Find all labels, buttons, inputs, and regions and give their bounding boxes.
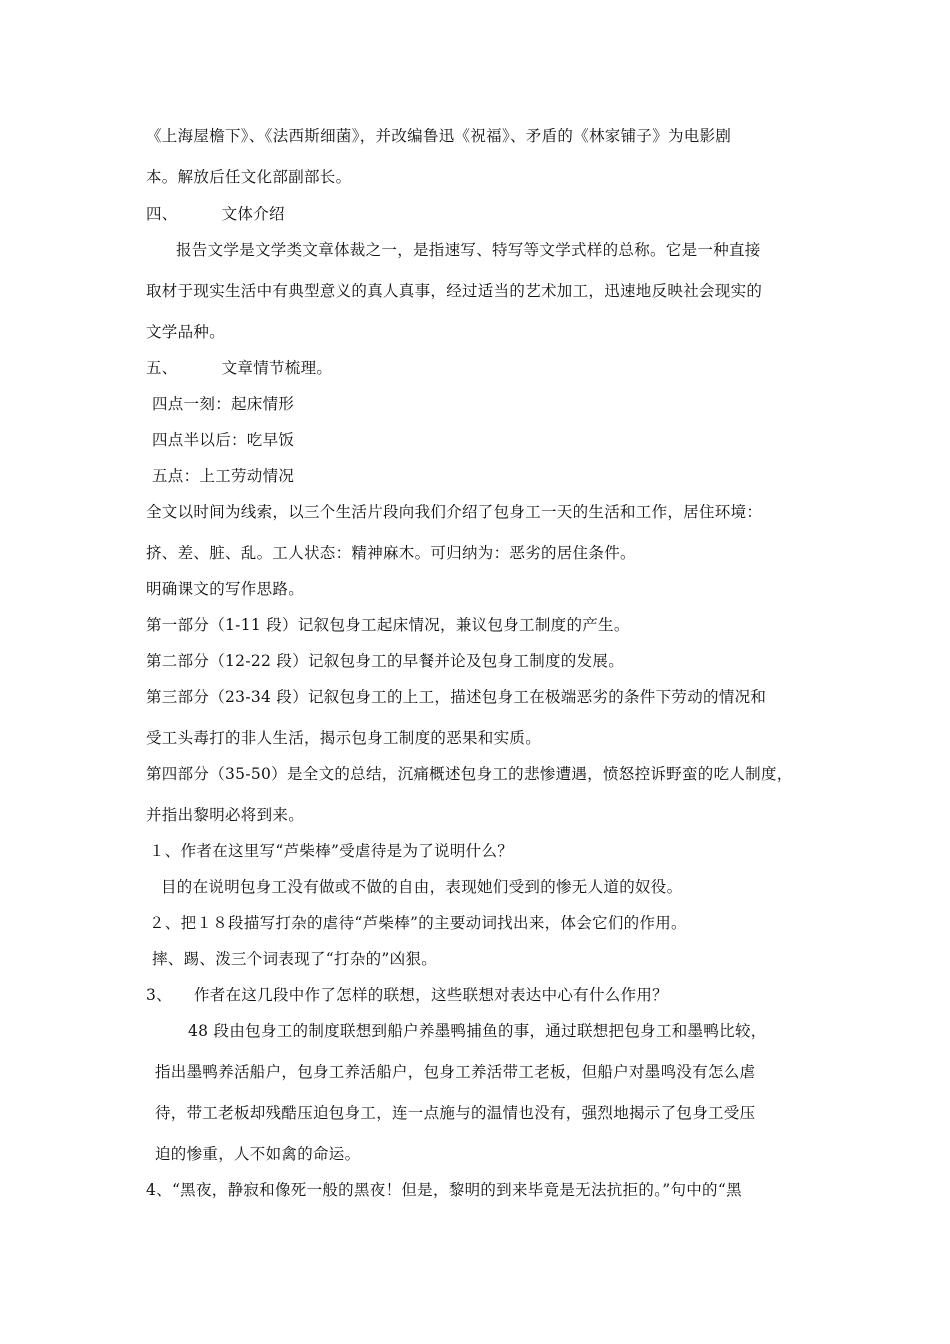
text-line: 四点半以后：吃早饭 (152, 431, 295, 449)
text-line: 明确课文的写作思路。 (146, 580, 305, 598)
answer-line: 48 段由包身工的制度联想到船户养墨鸭捕鱼的事，通过联想把包身工和墨鸭比较， (188, 1022, 767, 1040)
text-line: 第二部分（12-22 段）记叙包身工的早餐并论及包身工制度的发展。 (146, 652, 625, 670)
text-line: 文学品种。 (146, 323, 226, 341)
section-heading (146, 358, 332, 378)
text-line: 《上海屋檐下》、《法西斯细菌》，并改编鲁迅《祝福》、矛盾的《林家铺子》为电影剧 (146, 127, 732, 145)
section-heading (146, 204, 285, 224)
text-line: 四点一刻：起床情形 (152, 395, 295, 413)
text-line: 受工头毒打的非人生活，揭示包身工制度的恶果和实质。 (146, 729, 542, 747)
section-number: 四、 (146, 205, 178, 223)
text-line: 并指出黎明必将到来。 (146, 806, 305, 824)
answer-line: 迫的惨重，人不如禽的命运。 (155, 1145, 361, 1163)
text-line: 第一部分（1-11 段）记叙包身工起床情况，兼议包身工制度的产生。 (146, 616, 630, 634)
question-line (146, 985, 668, 1005)
section-title: 文章情节梳理。 (221, 359, 333, 377)
section-title: 文体介绍 (221, 205, 285, 223)
text-line: 第三部分（23-34 段）记叙包身工的上工，描述包身工在极端恶劣的条件下劳动的情况和 (146, 688, 767, 706)
text-line: 全文以时间为线索，以三个生活片段向我们介绍了包身工一天的生活和工作，居住环境： (146, 503, 763, 521)
section-number: 五、 (146, 359, 178, 377)
answer-line: 待，带工老板却残酷压迫包身工，连一点施与的温情也没有，强烈地揭示了包身工受压 (155, 1104, 756, 1122)
text-line: 五点：上工劳动情况 (152, 467, 295, 485)
question-line: １、作者在这里写“芦柴棒”受虐待是为了说明什么？ (149, 842, 514, 860)
text-line: 第四部分（35-50）是全文的总结，沉痛概述包身工的悲惨遭遇，愤怒控诉野蛮的吃人制度， (146, 765, 793, 783)
text-line: 本。解放后任文化部副部长。 (146, 168, 352, 186)
question-number: 3、 (146, 986, 172, 1004)
answer-line: 摔、踢、泼三个词表现了“打杂的”凶狠。 (152, 950, 438, 968)
answer-line: 指出墨鸭养活船户，包身工养活船户，包身工养活带工老板，但船户对墨鸣没有怎么虐 (155, 1063, 756, 1081)
question-line: ２、把１８段描写打杂的虐待“芦柴棒”的主要动词找出来，体会它们的作用。 (149, 914, 687, 932)
text-line: 挤、差、脏、乱。工人状态：精神麻木。可归纳为：恶劣的居住条件。 (146, 544, 636, 562)
question-text: 作者在这几段中作了怎样的联想，这些联想对表达中心有什么作用？ (193, 986, 668, 1004)
text-line: 报告文学是文学类文章体裁之一，是指速写、特写等文学式样的总称。它是一种直接 (176, 241, 761, 259)
question-line: 4、“黑夜，静寂和像死一般的黑夜！但是，黎明的到来毕竟是无法抗拒的。”句中的“黑 (146, 1181, 742, 1199)
answer-line: 目的在说明包身工没有做或不做的自由，表现她们受到的惨无人道的奴役。 (161, 878, 683, 896)
text-line: 取材于现实生活中有典型意义的真人真事，经过适当的艺术加工，迅速地反映社会现实的 (146, 282, 763, 300)
